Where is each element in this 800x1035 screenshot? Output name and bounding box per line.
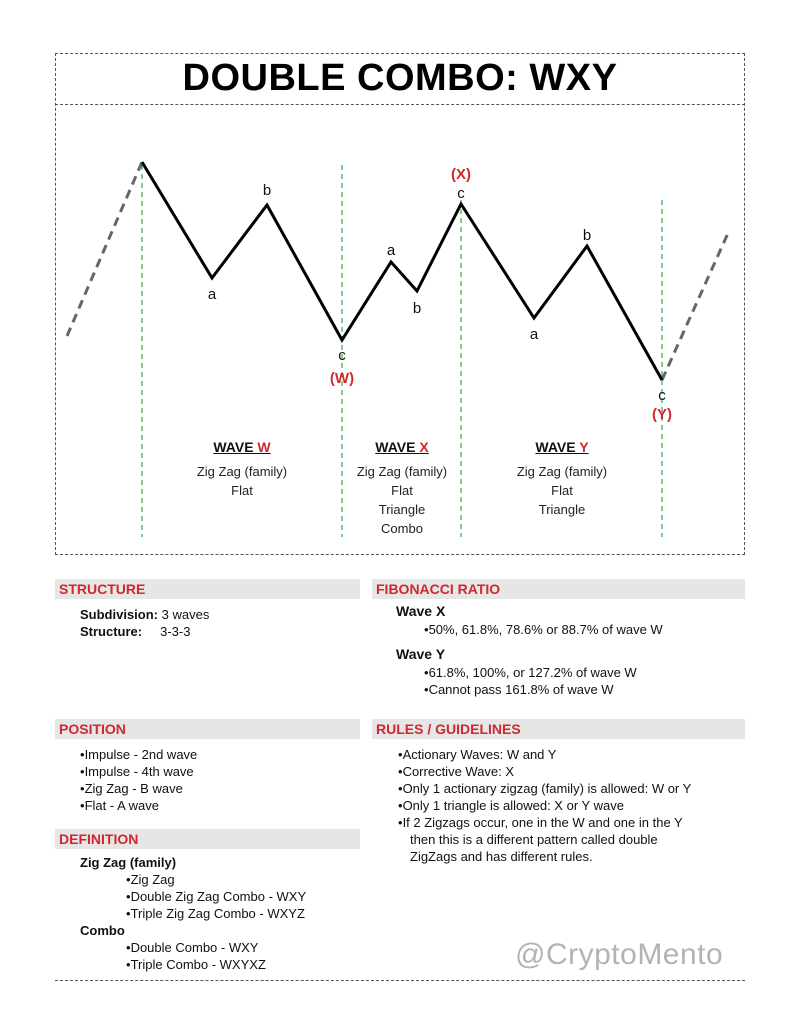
label-a3: a xyxy=(529,326,539,343)
list-item: • Cannot pass 161.8% of wave W xyxy=(424,681,746,698)
list-item: • Triple Zig Zag Combo - WXYZ xyxy=(126,905,360,922)
lead-in-line xyxy=(67,162,142,336)
subdivision-label: Subdivision: xyxy=(80,607,158,622)
structure-block xyxy=(80,606,350,640)
fibonacci-heading: FIBONACCI RATIO xyxy=(372,579,745,599)
list-item: • Triple Combo - WXYXZ xyxy=(126,956,360,973)
position-heading: POSITION xyxy=(55,719,360,739)
structure-heading: STRUCTURE xyxy=(55,579,360,599)
label-c2: c xyxy=(457,185,465,202)
subdivision-value: 3 waves xyxy=(161,607,210,622)
wave-y-info xyxy=(492,438,632,519)
def-combo-label: Combo xyxy=(80,923,125,938)
wave-x-line: Zig Zag (family) xyxy=(356,464,448,479)
label-b3: b xyxy=(582,227,592,244)
label-b1: b xyxy=(262,182,272,199)
list-item: • Impulse - 4th wave xyxy=(80,763,350,780)
definition-block xyxy=(80,854,360,973)
label-x: (X) xyxy=(451,166,471,183)
wave-x-line: Triangle xyxy=(378,502,426,517)
wave-x-info xyxy=(332,438,472,538)
wave-w-line: Zig Zag (family) xyxy=(196,464,288,479)
list-item: • Double Zig Zag Combo - WXY xyxy=(126,888,360,905)
list-item-continued: ZigZags and has different rules. xyxy=(410,849,593,864)
list-item: • If 2 Zigzags occur, one in the W and one in the Y xyxy=(398,814,745,831)
fib-wave-y-label: Wave Y xyxy=(396,646,446,662)
list-item: • 61.8%, 100%, or 127.2% of wave W xyxy=(424,664,746,681)
list-item: • Actionary Waves: W and Y xyxy=(398,746,745,763)
lead-out-line xyxy=(662,231,729,380)
wave-w-heading: WAVE W xyxy=(213,439,271,455)
label-w: (W) xyxy=(329,370,355,387)
wave-path xyxy=(142,162,662,380)
list-item: • Flat - A wave xyxy=(80,797,350,814)
wave-x-line: Flat xyxy=(391,483,413,498)
wave-y-heading: WAVE Y xyxy=(535,439,589,455)
list-item: • Zig Zag - B wave xyxy=(80,780,350,797)
list-item: • Corrective Wave: X xyxy=(398,763,745,780)
fibonacci-block xyxy=(396,603,746,698)
list-item: • Double Combo - WXY xyxy=(126,939,360,956)
rules-block xyxy=(398,746,745,865)
watermark: @CryptoMento xyxy=(515,938,724,971)
definition-heading: DEFINITION xyxy=(55,829,360,849)
label-b2: b xyxy=(412,300,422,317)
list-item: • 50%, 61.8%, 78.6% or 88.7% of wave W xyxy=(424,621,746,638)
structure-label: Structure: xyxy=(80,624,143,639)
list-item: • Zig Zag xyxy=(126,871,360,888)
list-item-continued: then this is a different pattern called double xyxy=(410,832,658,847)
wave-x-line: Combo xyxy=(381,521,423,536)
wave-y-line: Flat xyxy=(551,483,573,498)
label-a2: a xyxy=(386,242,396,259)
label-c1: c xyxy=(338,347,346,364)
wave-y-line: Triangle xyxy=(538,502,586,517)
rules-heading: RULES / GUIDELINES xyxy=(372,719,745,739)
label-y: (Y) xyxy=(652,406,672,423)
position-list xyxy=(80,746,350,814)
wave-w-info xyxy=(172,438,312,500)
list-item: • Only 1 actionary zigzag (family) is allowed: W or Y xyxy=(398,780,745,797)
list-item: • Impulse - 2nd wave xyxy=(80,746,350,763)
fib-wave-x-label: Wave X xyxy=(396,603,446,619)
page-title: DOUBLE COMBO: WXY xyxy=(55,53,745,105)
wave-x-heading: WAVE X xyxy=(375,439,429,455)
def-zigzag-label: Zig Zag (family) xyxy=(80,855,177,870)
structure-value: 3-3-3 xyxy=(160,624,191,639)
list-item: • Only 1 triangle is allowed: X or Y wave xyxy=(398,797,745,814)
wave-y-line: Zig Zag (family) xyxy=(516,464,608,479)
wave-w-line: Flat xyxy=(231,483,253,498)
bottom-divider xyxy=(55,980,745,981)
label-c3: c xyxy=(658,387,666,404)
label-a1: a xyxy=(207,286,217,303)
